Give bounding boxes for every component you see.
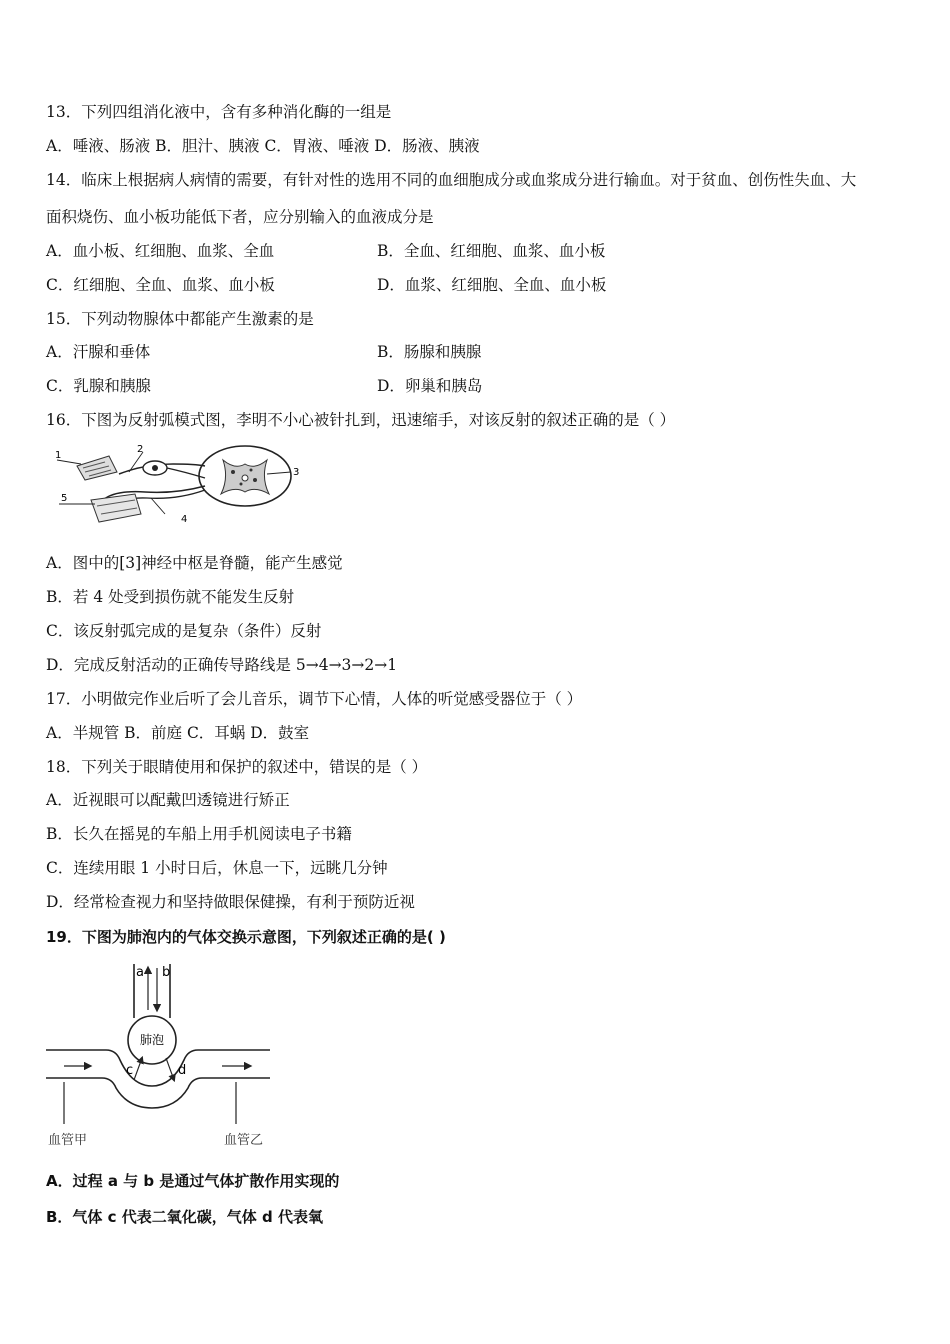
q18-option-a: A．近视眼可以配戴凹透镜进行矫正 — [46, 791, 290, 809]
fig19-vessel-left: 血管甲 — [48, 1133, 88, 1148]
q19-option-b: B．气体 c 代表二氧化碳，气体 d 代表氧 — [46, 1208, 323, 1226]
q14-option-c: C．红细胞、全血、血浆、血小板 — [46, 276, 275, 294]
q14-stem-line1: 14．临床上根据病人病情的需要，有针对性的选用不同的血细胞成分或血浆成分进行输血。对于贫血、创伤性失血、大 — [46, 171, 857, 189]
q17-options: A．半规管 B．前庭 C．耳蜗 D．鼓室 — [46, 724, 310, 742]
fig16-label-1: 1 — [55, 450, 62, 461]
q16-option-a: A．图中的[3]神经中枢是脊髓，能产生感觉 — [46, 554, 343, 572]
q19-stem: 19．下图为肺泡内的气体交换示意图，下列叙述正确的是( ) — [46, 928, 446, 946]
q16-option-d: D．完成反射活动的正确传导路线是 5→4→3→2→1 — [46, 656, 398, 674]
fig19-label-b: b — [162, 965, 171, 980]
q16-option-c: C．该反射弧完成的是复杂（条件）反射 — [46, 622, 322, 640]
q17-stem: 17．小明做完作业后听了会儿音乐，调节下心情，人体的听觉感受器位于（ ） — [46, 690, 583, 708]
q19-option-a: A．过程 a 与 b 是通过气体扩散作用实现的 — [46, 1172, 340, 1190]
fig16-label-4: 4 — [181, 514, 188, 525]
fig19-label-a: a — [136, 965, 144, 980]
fig19-label-d: d — [178, 1063, 187, 1078]
q14-stem-line2: 面积烧伤、血小板功能低下者，应分别输入的血液成分是 — [46, 208, 434, 226]
q18-option-c: C．连续用眼 1 小时日后，休息一下，远眺几分钟 — [46, 859, 388, 877]
fig19-alveolus-label: 肺泡 — [140, 1033, 165, 1047]
q14-option-a: A．血小板、红细胞、血浆、全血 — [46, 242, 275, 260]
q14-option-b: B．全血、红细胞、血浆、血小板 — [377, 242, 606, 260]
q18-stem: 18．下列关于眼睛使用和保护的叙述中，错误的是（ ） — [46, 758, 428, 776]
q15-option-c: C．乳腺和胰腺 — [46, 377, 151, 395]
q16-stem: 16．下图为反射弧模式图，李明不小心被针扎到，迅速缩手，对该反射的叙述正确的是（ ） — [46, 411, 676, 429]
fig19-vessel-right: 血管乙 — [224, 1133, 264, 1148]
q14-option-d: D．血浆、红细胞、全血、血小板 — [377, 276, 607, 294]
fig16-label-5: 5 — [61, 493, 68, 504]
alveolus-gas-exchange-figure — [44, 958, 276, 1152]
fig16-label-3: 3 — [293, 467, 300, 478]
reflex-arc-figure — [55, 442, 315, 530]
fig16-label-2: 2 — [137, 444, 144, 455]
q13-options: A．唾液、肠液 B．胆汁、胰液 C．胃液、唾液 D．肠液、胰液 — [46, 137, 480, 155]
q15-option-a: A．汗腺和垂体 — [46, 343, 151, 361]
q16-option-b: B．若 4 处受到损伤就不能发生反射 — [46, 588, 295, 606]
fig19-label-c: c — [126, 1063, 134, 1078]
q15-option-d: D．卵巢和胰岛 — [377, 377, 483, 395]
q15-option-b: B．肠腺和胰腺 — [377, 343, 482, 361]
q18-option-d: D．经常检查视力和坚持做眼保健操，有利于预防近视 — [46, 893, 415, 911]
q13-stem: 13．下列四组消化液中，含有多种消化酶的一组是 — [46, 103, 392, 121]
q15-stem: 15．下列动物腺体中都能产生激素的是 — [46, 310, 314, 328]
q18-option-b: B．长久在摇晃的车船上用手机阅读电子书籍 — [46, 825, 352, 843]
